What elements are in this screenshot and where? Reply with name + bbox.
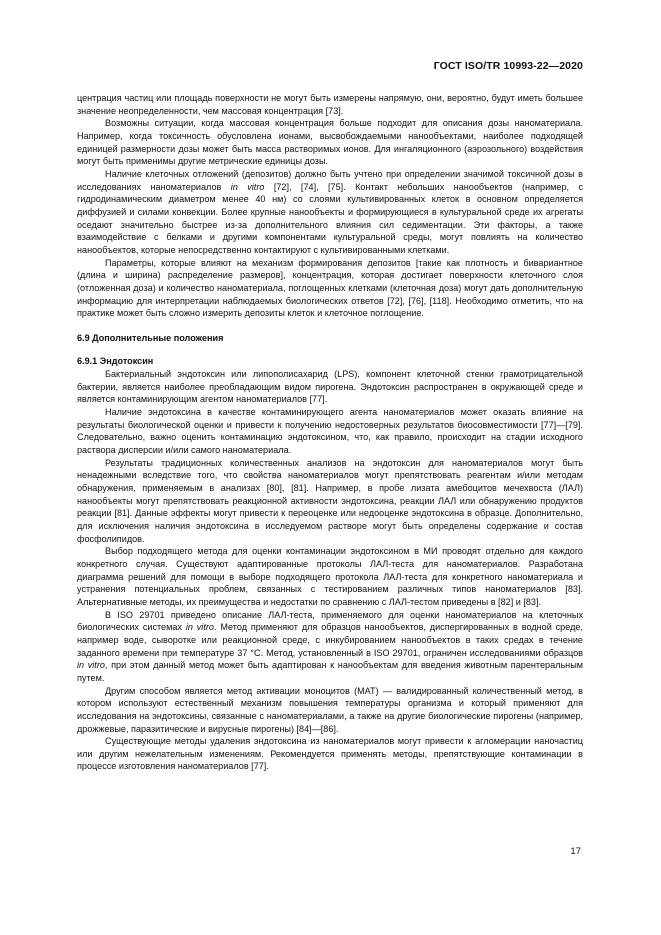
subsection-heading: [77, 355, 583, 368]
paragraph: Выбор подходящего метода для оценки контаминации эндотоксином в МИ проводят отдельно для каждого конкретного случая. Существуют адаптированные протоколы ЛАЛ-теста для наноматериалов. Разработана диаграмма решений для помощи в выборе подходящего протокола ЛАЛ-теста для конкретного наноматериала и устранения потенциальных проблем, связанных с тестированием различных типов наноматериалов [83]. Альтернативные методы, их преимущества и недостатки по сравнению с ЛАЛ-тестом приведены в [82] и [83].: [77, 546, 583, 607]
paragraph: Существующие методы удаления эндотоксина из наноматериалов могут привести к агломерации наночастиц или другим нежелательным изменениям. Рекомендуется применять методы, препятствующие контаминации в процессе изготовления наноматериалов [77].: [77, 736, 583, 772]
section-heading-text: 6.9 Дополнительные положения: [77, 332, 224, 343]
paragraph: В ISO 29701 приведено описание ЛАЛ-теста, применяемого для оценки наноматериалов на клеточных биологических системах in vitro. Метод применяют для образцов нанообъектов, диспергированных в водной среде, например воде, сыворотке или реакционной среде, с инкубированием нанообъектов в таких средах в течение заданного времени при температуре 37 °C. Метод, установленный в ISO 29701, ограничен исследованиями образцов in vitro, при этом данный метод может быть адаптирован к нанообъектам для введения животным парентеральным путем.: [77, 609, 583, 683]
document-header: ГОСТ ISO/TR 10993-22—2020: [433, 60, 583, 72]
subsection-heading-text: 6.9.1 Эндотоксин: [77, 356, 154, 367]
paragraph: Наличие клеточных отложений (депозитов) должно быть учтено при определении значимой токсичной дозы в исследованиях наноматериалов in vitro [72], [74], [75]. Контакт небольших нанообъектов (например, с гидродинамическим диаметром менее 40 нм) со слоями культивированных клеток в основном определяется диффузией и силами конвекции. Более крупные нанообъекты и формирующиеся в культуральной среде их агрегаты оседают значительно быстрее из-за дополнительного влияния сил седиментации. Эти факторы, а также взаимодействие с белками и другими компонентами культуральной среды, могут повлиять на количество нанообъектов, которые непосредственно контактируют с культивированными клетками.: [77, 168, 583, 255]
paragraph: Результаты традиционных количественных анализов на эндотоксин для наноматериалов могут быть ненадежными вследствие того, что свойства наноматериалов могут препятствовать реагентам и/или методам обнаружения, применяемым в анализах [80], [81]. Например, в пробе лизата амебоцитов мечехвоста (ЛАЛ) нанообъекты могут препятствовать реакционной активности эндотоксина, реакции ЛАЛ или обнаружению продуктов реакции [81]. Данные эффекты могут привести к переоценке или недооценке эндотоксина в образце. Дополнительно, для исключения наличия эндотоксина в исследуемом растворе могут быть определены содержание и состав фосфолипидов.: [77, 457, 583, 544]
paragraph: Параметры, которые влияют на механизм формирования депозитов [такие как плотность и бивариантное (длина и ширина) распределение размеров], концентрация, которая достигает поверхности клеточного слоя (отложенная доза) и количество наноматериала, поглощенных клетками (клеточная доза) могут дать дополнительную информацию для интерпретации наблюдаемых биологических ответов [72], [76], [118]. Необходимо отметить, что на практике может быть сложно измерить депозиты клеток и клеточное поглощение.: [77, 257, 583, 319]
document-body: [77, 92, 583, 773]
paragraph: Возможны ситуации, когда массовая концентрация больше подходит для описания дозы наноматериала. Например, когда токсичность обусловлена ионами, высвобождаемыми нанообъектами, наиболее подходящей единицей размерности дозы может быть масса растворимых ионов. Для ингаляционного (аэрозольного) воздействия могут быть применимы другие метрические единицы дозы.: [77, 118, 583, 167]
page-number: 17: [570, 846, 581, 857]
paragraph: Другим способом является метод активации моноцитов (МАТ) — валидированный количественный метод, в котором используют естественный механизм повышения температуры организма и который применяют для исследования на эндотоксины, связанные с наноматериалами, а также на другие биологические пирогены (например, дрожжевые, паразитические и вирусные пирогены) [84]—[86].: [77, 685, 583, 734]
section-heading: [77, 332, 583, 345]
paragraph: Бактериальный эндотоксин или липополисахарид (LPS), компонент клеточной стенки грамотрицательной бактерии, является наиболее преобладающим видом пирогена. Эндотоксин распространен в окружающей среде и является контаминирующим агентом наноматериалов [77].: [77, 369, 583, 405]
paragraph: Наличие эндотоксина в качестве контаминирующего агента наноматериалов может оказать влияние на результаты биологической оценки и привести к получению недостоверных результатов биосовместимости [77]—[79]. Следовательно, важно оценить контаминацию эндотоксином, что, как правило, происходит на стадии исходного раствора дисперсии и/или самого наноматериала.: [77, 407, 583, 456]
paragraph-continuation: центрация частиц или площадь поверхности не могут быть измерены напрямую, они, вероятно, будут иметь большее значение неопределенности, чем массовая концентрация [73].: [77, 93, 583, 116]
